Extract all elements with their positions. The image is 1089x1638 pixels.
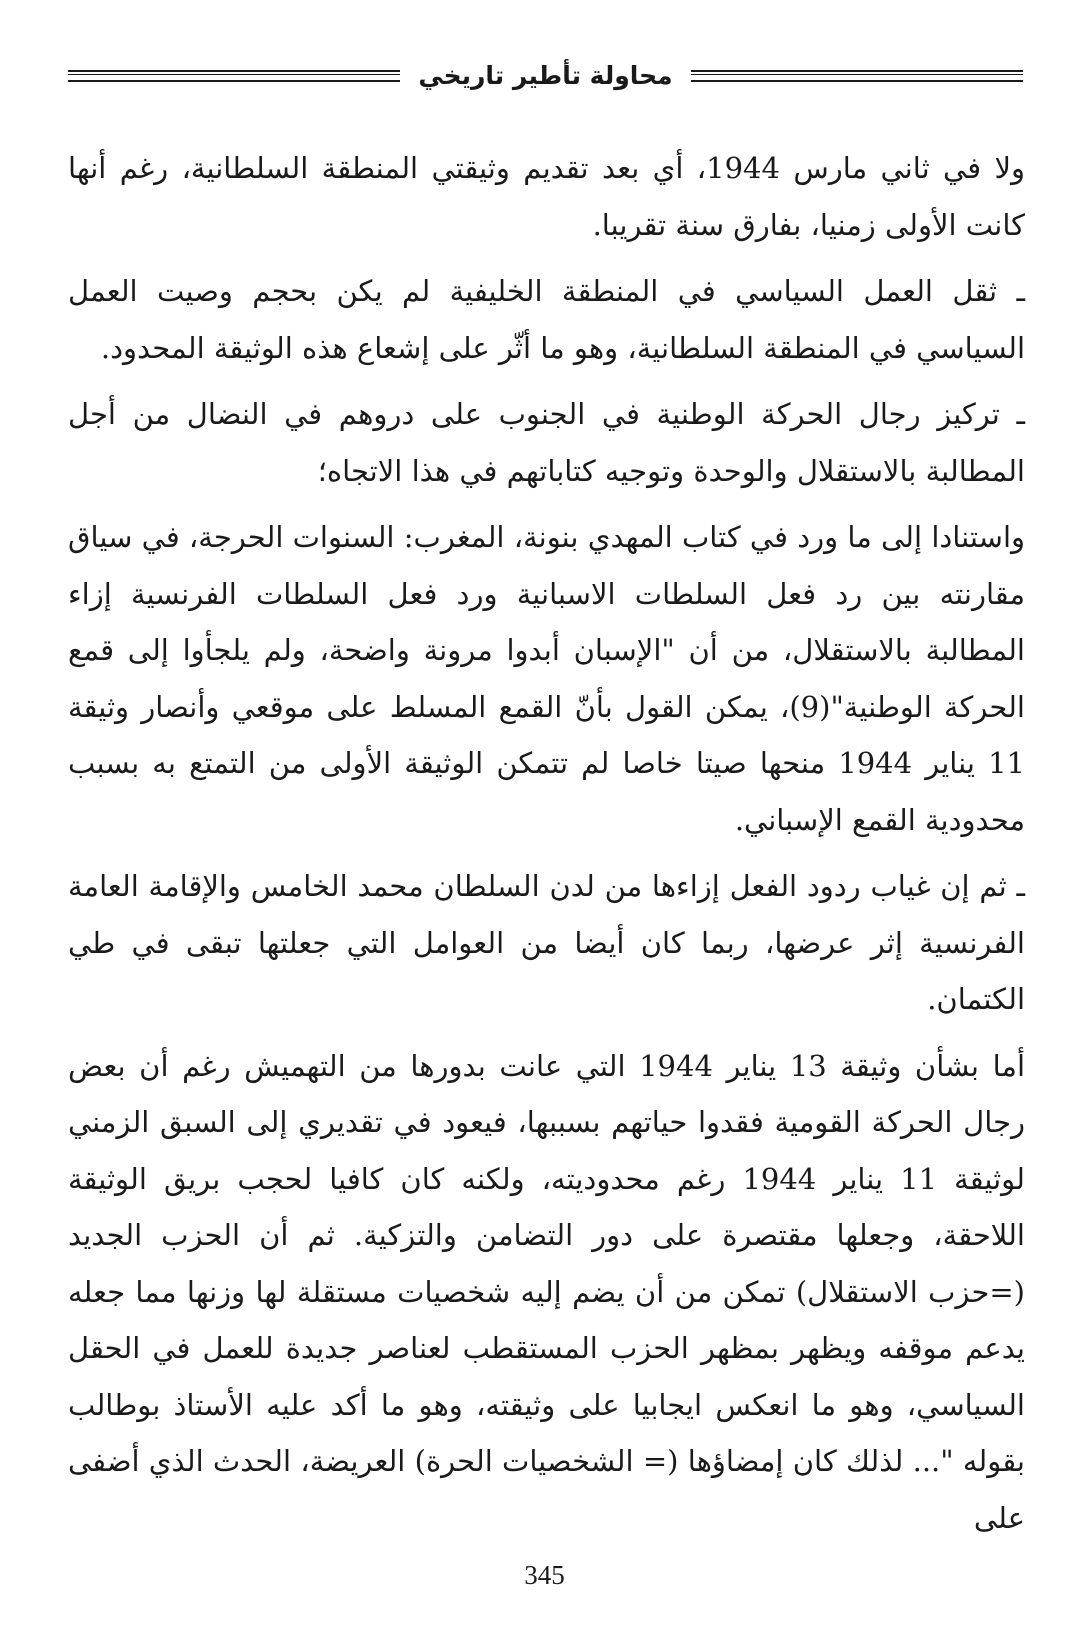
paragraph: ولا في ثاني مارس 1944، أي بعد تقديم وثيقتي المنطقة السلطانية، رغم أنها كانت الأولى زمنيا، بفارق سنة تقريبا.	[68, 151, 1025, 242]
running-header-title: محاولة تأطير تاريخي	[418, 61, 673, 90]
body-text	[68, 140, 1025, 1556]
paragraph: ـ تركيز رجال الحركة الوطنية في الجنوب على دروهم في النضال من أجل المطالبة بالاستقلال والوحدة وتوجيه كتاباتهم في هذا الاتجاه؛	[68, 397, 1025, 488]
header-rule-right	[691, 70, 1023, 82]
page-number: 345	[524, 1560, 565, 1590]
header-rule-left	[68, 70, 400, 82]
running-header	[68, 58, 1023, 94]
paragraph: ـ ثقل العمل السياسي في المنطقة الخليفية لم يكن بحجم وصيت العمل السياسي في المنطقة السلطانية، وهو ما أثّر على إشعاع هذه الوثيقة المحدود.	[68, 274, 1025, 365]
paragraph: واستنادا إلى ما ورد في كتاب المهدي بنونة، المغرب: السنوات الحرجة، في سياق مقارنته بين رد فعل السلطات الاسبانية ورد فعل السلطات الفرنسية إزاء المطالبة بالاستقلال، من أن "الإسبان أبدوا مرونة واضحة، ولم يلجأوا إلى قمع الحركة الوطنية"(9)، يمكن القول بأنّ القمع المسلط على موقعي وأنصار وثيقة 11 يناير 1944 منحها صيتا خاصا لم تتمكن الوثيقة الأولى من التمتع به بسبب محدودية القمع الإسباني.	[68, 520, 1025, 837]
paragraph: ـ ثم إن غياب ردود الفعل إزاءها من لدن السلطان محمد الخامس والإقامة العامة الفرنسية إثر عرضها، ربما كان أيضا من العوامل التي جعلتها تبقى في طي الكتمان.	[68, 869, 1025, 1016]
paragraph: أما بشأن وثيقة 13 يناير 1944 التي عانت بدورها من التهميش رغم أن بعض رجال الحركة القومية فقدوا حياتهم بسببها، فيعود في تقديري إلى السبق الزمني لوثيقة 11 يناير 1944 رغم محدوديته، ولكنه كان كافيا لحجب بريق الوثيقة اللاحقة، وجعلها مقتصرة على دور التضامن والتزكية. ثم أن الحزب الجديد (=حزب الاستقلال) تمكن من أن يضم إليه شخصيات مستقلة لها وزنها مما جعله يدعم موقفه ويظهر بمظهر الحزب المستقطب لعناصر جديدة للعمل في الحقل السياسي، وهو ما انعكس ايجابيا على وثيقته، وهو ما أكد عليه الأستاذ بوطالب بقوله "... لذلك كان إمضاؤها (= الشخصيات الحرة) العريضة، الحدث الذي أضفى على	[68, 1048, 1026, 1535]
